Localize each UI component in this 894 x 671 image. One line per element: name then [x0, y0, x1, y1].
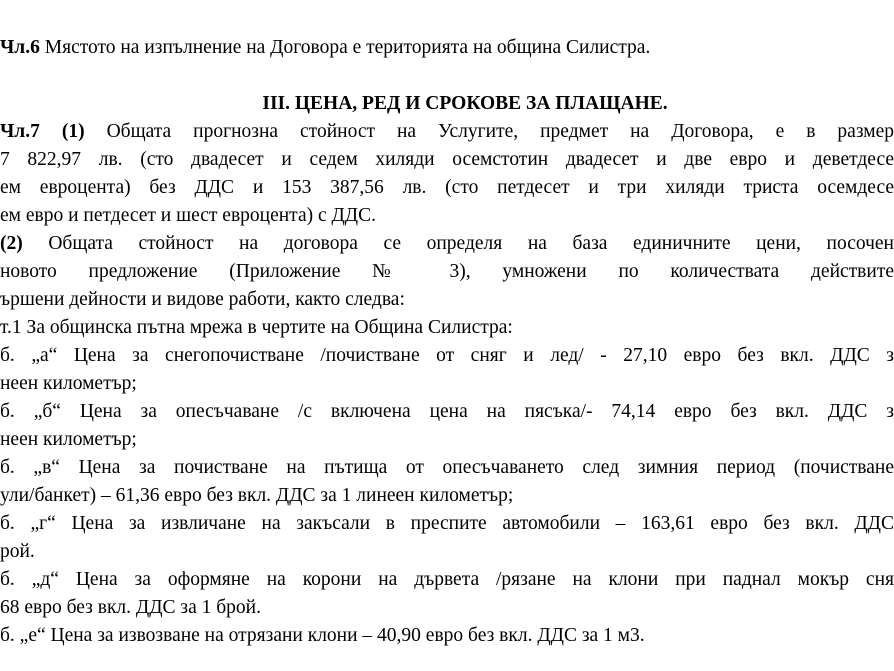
article-6-text: Мястото на изпълнение на Договора е територията на община Силистра.	[39, 37, 651, 58]
article-7-para-1-number: (1)	[61, 121, 85, 142]
item-b-line-1: б. „б“ Цена за опесъчаване /с включена цена на пясъка/- 74,14 евро без вкл. ДДС з	[0, 401, 894, 422]
article-7-label: Чл.7	[0, 121, 40, 142]
item-t1-line: т.1 За общинска пътна мрежа в чертите на Община Силистра:	[0, 317, 513, 338]
article-7-para-2-line-1	[0, 230, 894, 258]
article-7-line-2: 7 822,97 лв. (сто двадесет и седем хиляди осемстотин двадесет и две евро и деветдесе	[0, 149, 894, 170]
article-7-para-2-line-3: ършени дейности и видове работи, както следва:	[0, 289, 405, 310]
article-7-para-2-number: (2)	[0, 233, 23, 254]
item-d-line-1: б. „д“ Цена за оформяне на корони на дървета /рязане на клони при паднал мокър сня	[0, 569, 894, 590]
item-g-line-2: рой.	[0, 541, 35, 562]
item-b-line-2: неен километър;	[0, 429, 137, 450]
item-v-line-2: ули/банкет) – 61,36 евро без вкл. ДДС за 1 линеен километър;	[0, 485, 514, 506]
article-7-para-2-text: Общата стойност на договора се определя на база единичните цени, посочен	[22, 233, 894, 254]
article-6-label: Чл.6	[0, 37, 40, 58]
article-7-line-1	[0, 118, 894, 146]
article-7-line-3: ем евроцента) без ДДС и 153 387,56 лв. (сто петдесет и три хиляди триста осемдесе	[0, 177, 894, 198]
article-7-para-2-line-2: новото предложение (Приложение № 3), умножени по количествата действите	[0, 261, 894, 282]
item-v-line-1: б. „в“ Цена за почистване на пътища от опесъчаването след зимния период (почистване	[0, 457, 894, 478]
article-6-line	[0, 34, 650, 62]
article-7-para-1-text: Общата прогнозна стойност на Услугите, предмет на Договора, е в размер	[84, 121, 894, 142]
item-g-line-1: б. „г“ Цена за извличане на закъсали в преспите автомобили – 163,61 евро без вкл. ДДС	[0, 513, 894, 534]
item-e-line: б. „е“ Цена за извозване на отрязани клони – 40,90 евро без вкл. ДДС за 1 м3.	[0, 625, 645, 646]
item-d-line-2: 68 евро без вкл. ДДС за 1 брой.	[0, 597, 261, 618]
item-a-line-1: б. „а“ Цена за снегопочистване /почистване от сняг и лед/ - 27,10 евро без вкл. ДДС з	[0, 345, 894, 366]
article-7-line-4: ем евро и петдесет и шест евроцента) с ДДС.	[0, 205, 376, 226]
item-a-line-2: неен километър;	[0, 373, 137, 394]
section-heading: III. ЦЕНА, РЕД И СРОКОВЕ ЗА ПЛАЩАНЕ.	[262, 93, 668, 114]
